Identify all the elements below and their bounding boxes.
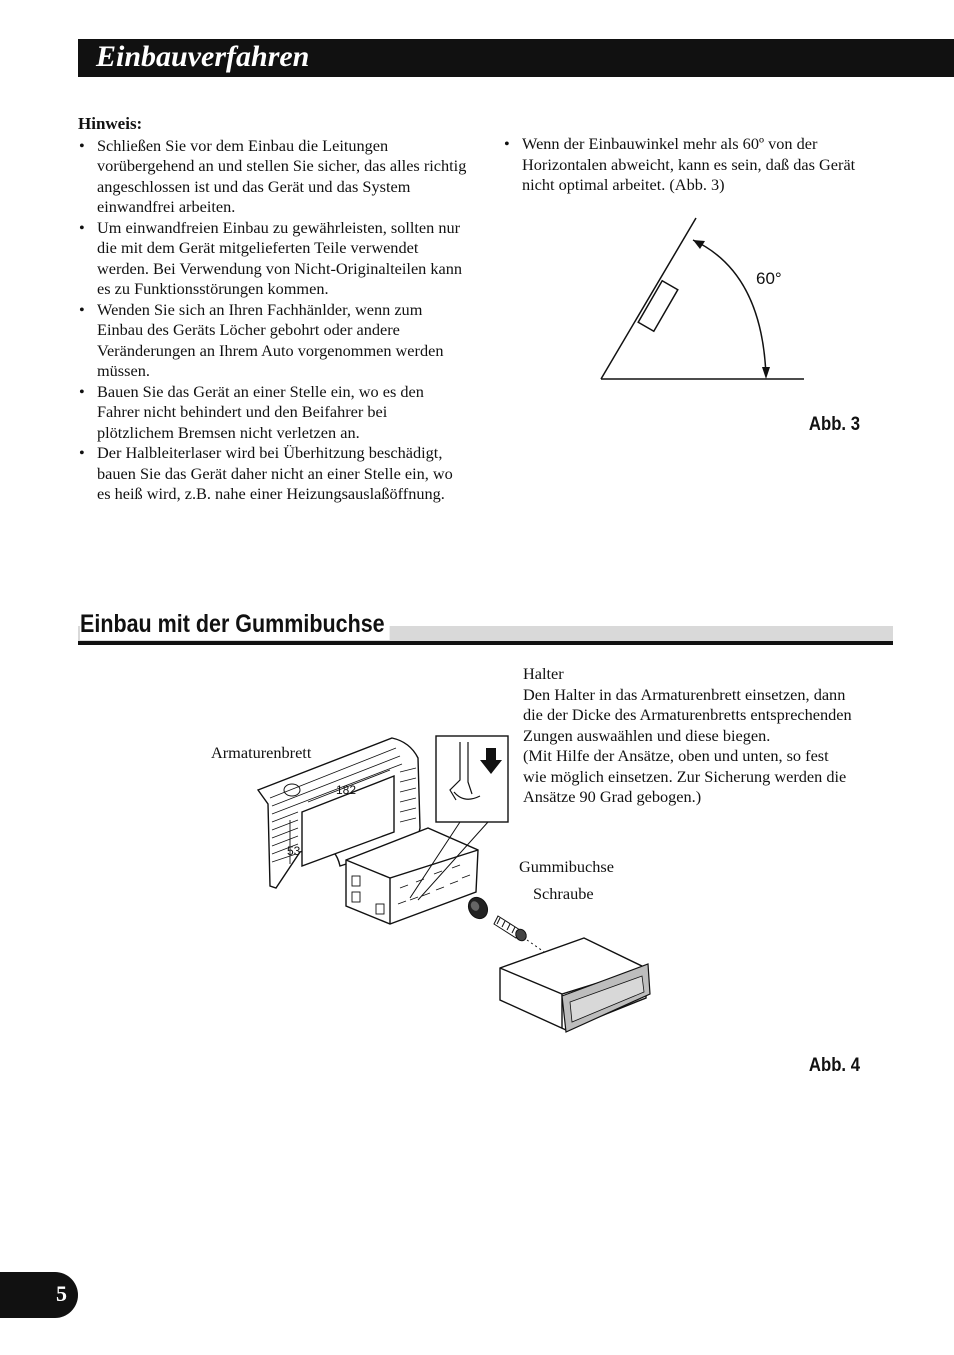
- detail-box: [436, 736, 508, 822]
- angle-arc: [693, 240, 766, 376]
- label-bushing: Gummibuchse: [519, 857, 614, 876]
- halter-note: (Mit Hilfe der Ansätze, oben und unten, so fest wie möglich einsetzen. Zur Sicherung werden die Ansätze 90 Grad gebogen.): [523, 746, 847, 806]
- note-item: • Schließen Sie vor dem Einbau die Leitungen vorübergehend an und stellen Sie sicher, das alles richtig angeschlossen ist und das Gerät und das System einwandfrei arbeiten.: [78, 136, 468, 218]
- notes-list-left: [78, 136, 468, 505]
- section-rule: [78, 641, 893, 645]
- angle-diagram: [590, 210, 820, 390]
- note-item: • Der Halbleiterlaser wird bei Überhitzung beschädigt, bauen Sie das Gerät daher nicht an einer Stelle ein, wo es heiß wird, z.B. nahe einer Heizungsauslaßöffnung.: [78, 443, 468, 505]
- angle-label: 60°: [756, 269, 782, 288]
- note-item: • Wenn der Einbauwinkel mehr als 60º von der Horizontalen abweicht, kann es sein, daß das Gerät nicht optimal arbeitet. (Abb. 3): [503, 134, 863, 196]
- halter-text: Den Halter in das Armaturenbrett einsetzen, dann die der Dicke des Armaturenbretts entsprechenden Zungen auswaählen und diese biegen.: [523, 684, 852, 745]
- dim-height-label: 53: [287, 844, 301, 858]
- page-title: Einbauverfahren: [96, 40, 310, 73]
- rubber-bushing: [465, 894, 492, 922]
- figure3-caption-wrap: [790, 414, 860, 436]
- figure3-caption: Abb. 3: [808, 414, 860, 435]
- angled-line: [601, 218, 696, 379]
- notes-right-column: [503, 134, 863, 196]
- notes-heading: Hinweis:: [78, 114, 143, 133]
- notes-left-column: [78, 114, 468, 505]
- screw: [494, 916, 528, 943]
- halter-title: Halter: [523, 664, 564, 683]
- note-item: • Um einwandfreien Einbau zu gewährleisten, sollten nur die mit dem Gerät mitgelieferten Teile verwendet werden. Bei Verwendung von Nicht-Originalteilen kann es zu Funktionsstörungen kommen.: [78, 218, 468, 300]
- arc-arrowhead-bottom: [762, 367, 770, 379]
- label-dashboard: Armaturenbrett: [211, 743, 312, 762]
- page-number: 5: [56, 1281, 67, 1306]
- note-item: • Bauen Sie das Gerät an einer Stelle ein, wo es den Fahrer nicht behindert und den Beifahrer bei plötzlichem Bremsen nicht verletzen an.: [78, 382, 468, 444]
- figure4-caption: Abb. 4: [808, 1055, 860, 1076]
- dim-width-label: 182: [336, 783, 357, 797]
- header-bar: [78, 39, 954, 77]
- installation-diagram: [250, 728, 670, 1048]
- figure4-caption-wrap: [790, 1055, 860, 1077]
- note-item: • Wenden Sie sich an Ihren Fachhänlder, wenn zum Einbau des Geräts Löcher gebohrt oder andere Veränderungen an Ihrem Auto vorgenommen werden müssen.: [78, 300, 468, 382]
- section-title: Einbau mit der Gummibuchse: [80, 608, 390, 640]
- notes-list-right: [503, 134, 863, 196]
- page-number-tab: [0, 1272, 78, 1318]
- label-screw: Schraube: [533, 884, 594, 903]
